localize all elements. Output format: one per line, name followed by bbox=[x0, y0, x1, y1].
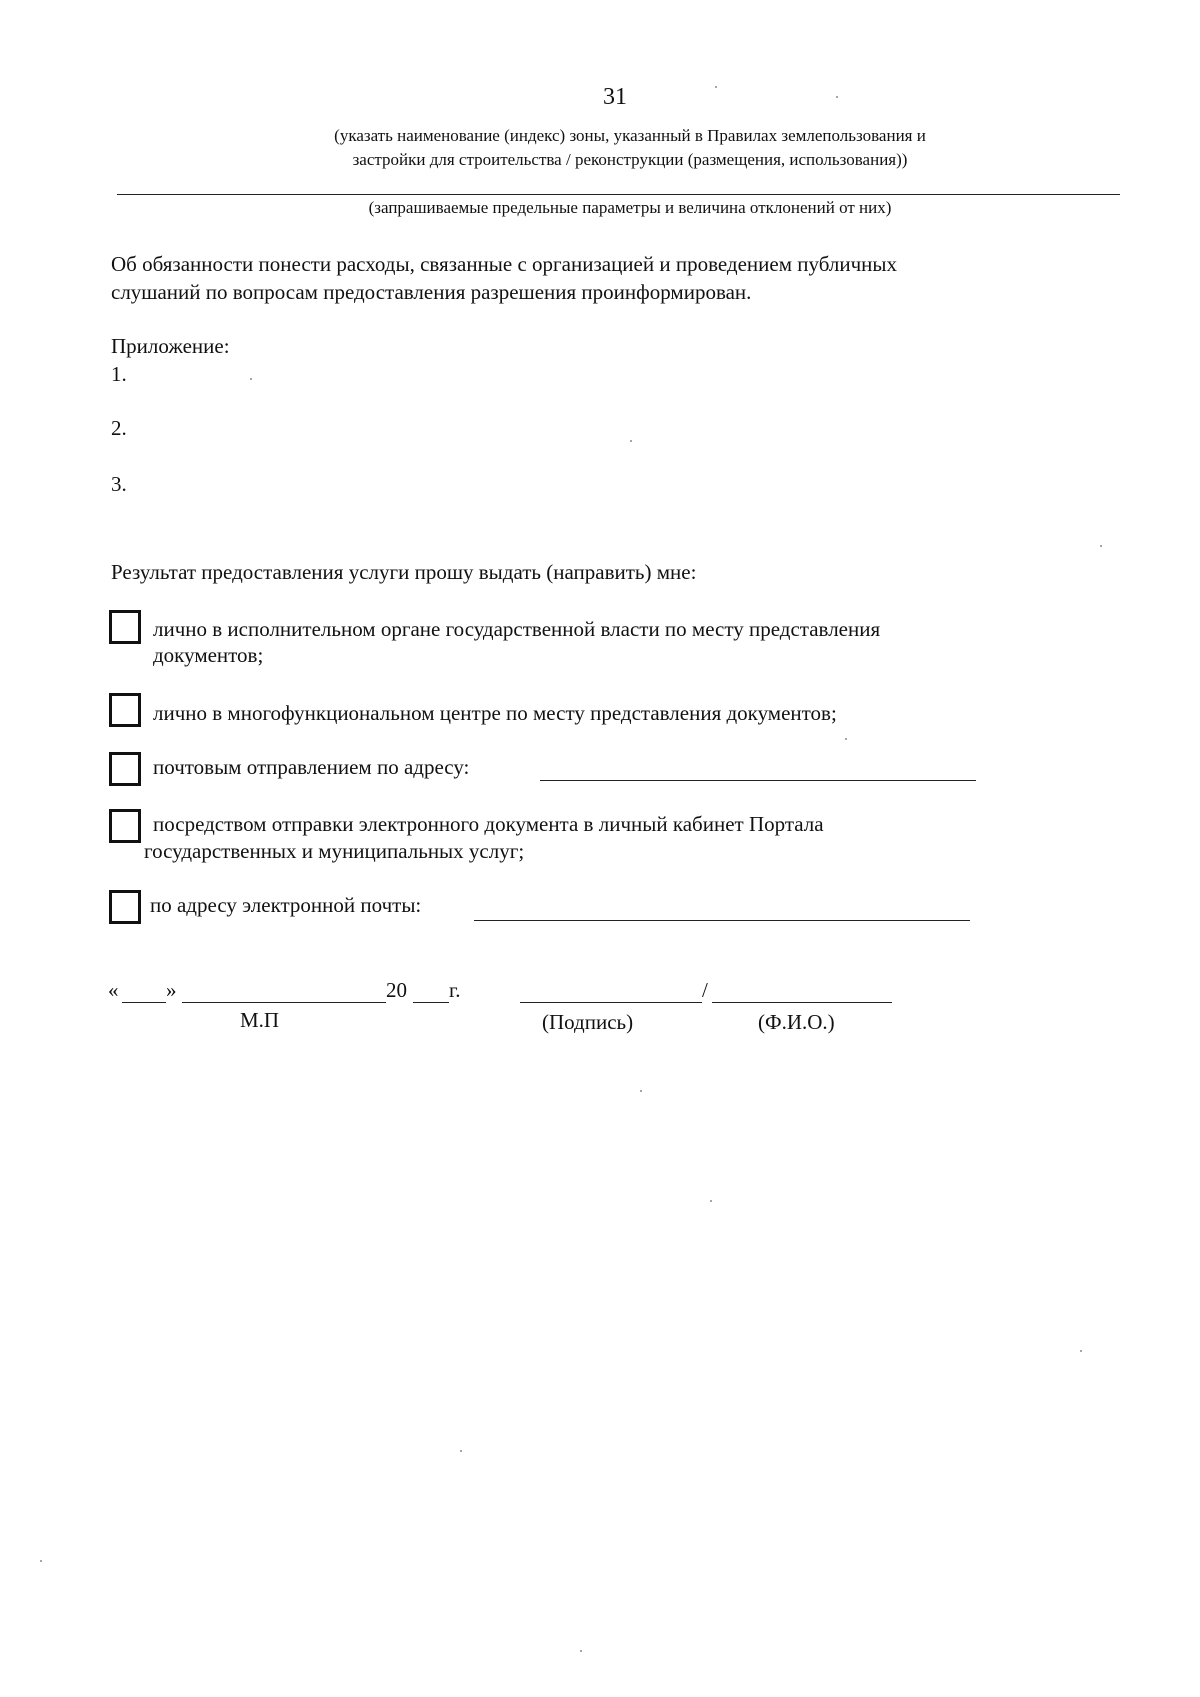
full-name-field[interactable] bbox=[712, 1002, 892, 1003]
zone-hint-line2: застройки для строительства / реконструкции (размещения, использования)) bbox=[352, 150, 908, 169]
scan-speck bbox=[845, 738, 847, 740]
date-day-field[interactable] bbox=[122, 1002, 166, 1003]
scan-speck bbox=[640, 1090, 642, 1092]
scan-speck bbox=[630, 440, 632, 442]
option-mfc-checkbox[interactable] bbox=[109, 693, 141, 727]
option-in-person-authority-checkbox[interactable] bbox=[109, 610, 141, 644]
scan-speck bbox=[40, 1560, 42, 1562]
params-fill-line[interactable] bbox=[117, 194, 1120, 195]
scan-speck bbox=[710, 1200, 712, 1202]
seal-label: М.П bbox=[240, 1008, 280, 1032]
zone-hint-line1: (указать наименование (индекс) зоны, указанный в Правилах землепользования и bbox=[334, 126, 926, 145]
option-email-label: по адресу электронной почты: bbox=[150, 893, 422, 917]
scan-speck bbox=[836, 96, 838, 98]
option-portal-line1: посредством отправки электронного документа в личный кабинет Портала bbox=[153, 812, 824, 836]
option-portal-line2: государственных и муниципальных услуг; bbox=[144, 839, 525, 863]
option-post-label: почтовым отправлением по адресу: bbox=[153, 755, 470, 779]
result-title: Результат предоставления услуги прошу выдать (направить) мне: bbox=[111, 560, 697, 584]
params-hint: (запрашиваемые предельные параметры и величина отклонений от них) bbox=[368, 198, 892, 217]
option-in-person-authority-line2: документов; bbox=[153, 643, 264, 667]
option-portal-checkbox[interactable] bbox=[109, 809, 141, 843]
scan-speck bbox=[250, 378, 252, 380]
scan-speck bbox=[460, 1450, 462, 1452]
annex-item-3: 3. bbox=[111, 472, 127, 496]
signature-label: (Подпись) bbox=[542, 1010, 634, 1034]
signature-field[interactable] bbox=[520, 1002, 702, 1003]
obligation-paragraph bbox=[111, 250, 1051, 306]
date-year-field[interactable] bbox=[413, 1002, 449, 1003]
option-post-checkbox[interactable] bbox=[109, 752, 141, 786]
scan-speck bbox=[1080, 1350, 1082, 1352]
date-year-suffix: г. bbox=[449, 978, 461, 1002]
obligation-line1: Об обязанности понести расходы, связанные с организацией и проведением публичных bbox=[111, 252, 898, 276]
date-month-field[interactable] bbox=[182, 1002, 386, 1003]
scan-speck bbox=[580, 1650, 582, 1652]
email-address-field[interactable] bbox=[474, 920, 970, 921]
date-year-prefix: 20 bbox=[386, 978, 407, 1002]
post-address-field[interactable] bbox=[540, 780, 976, 781]
date-open-quote: « bbox=[108, 978, 119, 1002]
date-close-quote: » bbox=[166, 978, 177, 1002]
scan-speck bbox=[715, 86, 717, 88]
obligation-line2: слушаний по вопросам предоставления разрешения проинформирован. bbox=[111, 280, 752, 304]
option-in-person-authority-line1: лично в исполнительном органе государственной власти по месту представления bbox=[153, 617, 881, 641]
signature-slash: / bbox=[702, 978, 708, 1002]
page-number: 31 bbox=[603, 84, 627, 110]
annex-title: Приложение: bbox=[111, 334, 230, 358]
zone-hint bbox=[180, 124, 1080, 172]
option-email-checkbox[interactable] bbox=[109, 890, 141, 924]
option-mfc-label: лично в многофункциональном центре по месту представления документов; bbox=[153, 701, 837, 725]
scan-speck bbox=[1100, 545, 1102, 547]
full-name-label: (Ф.И.О.) bbox=[758, 1010, 835, 1034]
annex-item-2: 2. bbox=[111, 416, 127, 440]
annex-item-1: 1. bbox=[111, 362, 127, 386]
